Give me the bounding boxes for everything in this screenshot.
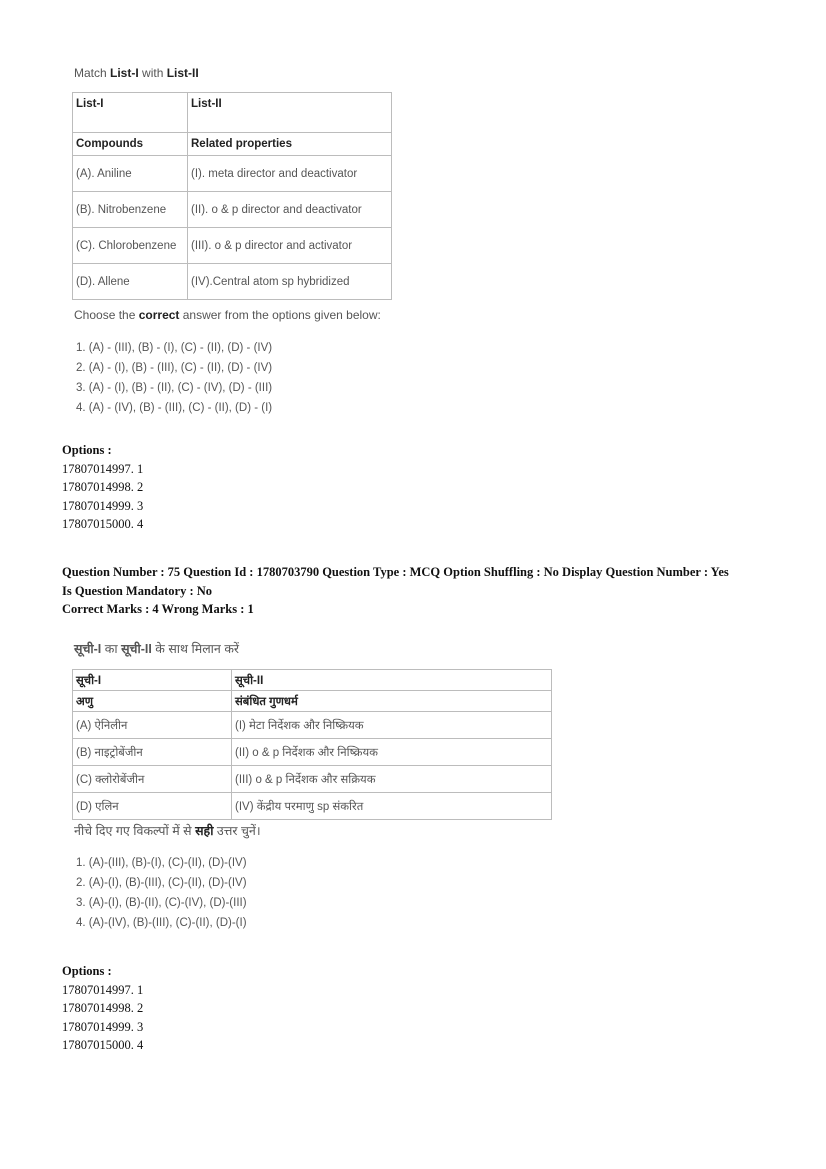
choose-instruction: नीचे दिए गए विकल्पों में से सही उत्तर चुनें।	[74, 824, 261, 838]
question-intro: Match List-I with List-II	[74, 66, 199, 80]
answer-options-list	[76, 853, 562, 933]
list-item: 1. (A)-(III), (B)-(I), (C)-(II), (D)-(IV)	[76, 857, 247, 869]
options-block	[62, 441, 143, 534]
list-item: 4. (A) - (IV), (B) - (III), (C) - (II), (D) - (I)	[76, 402, 273, 414]
answer-options-list	[76, 338, 432, 418]
table-row: (C). Chlorobenzene (III). o & p director and activator	[73, 228, 392, 264]
option-id: 17807015000. 4	[62, 517, 144, 531]
match-table	[72, 92, 392, 300]
list-item: 2. (A)-(I), (B)-(III), (C)-(II), (D)-(IV)	[76, 877, 247, 889]
option-id: 17807014998. 2	[62, 1001, 144, 1015]
table-subheader-row: अणु संबंधित गुणधर्म	[73, 691, 552, 712]
list-item: 4. (A)-(IV), (B)-(III), (C)-(II), (D)-(I)	[76, 917, 247, 929]
choose-instruction: Choose the correct answer from the options given below:	[74, 308, 381, 322]
table-row: (D). Allene (IV).Central atom sp hybridized	[73, 264, 392, 300]
question-image-hindi	[72, 640, 562, 933]
table-row: (A). Aniline (I). meta director and deactivator	[73, 156, 392, 192]
table-row: (A) ऐनिलीन (I) मेटा निर्देशक और निष्क्रियक	[73, 712, 552, 739]
list-item: 2. (A) - (I), (B) - (III), (C) - (II), (D) - (IV)	[76, 362, 273, 374]
question-intro: सूची-I का सूची-II के साथ मिलान करें	[74, 642, 240, 656]
meta-line: Correct Marks : 4 Wrong Marks : 1	[62, 602, 254, 616]
question-image-english	[72, 66, 432, 418]
option-id: 17807014999. 3	[62, 1019, 144, 1034]
option-id: 17807015000. 4	[62, 1038, 144, 1052]
options-label: Options :	[62, 964, 112, 978]
option-id: 17807014998. 2	[62, 480, 144, 494]
options-block	[62, 962, 143, 1055]
table-header-row: सूची-I सूची-II	[73, 670, 552, 691]
option-id: 17807014997. 1	[62, 982, 144, 997]
table-row: (B) नाइट्रोबेंजीन (II) o & p निर्देशक और निष्क्रियक	[73, 739, 552, 766]
table-row: (C) क्लोरोबेंजीन (III) o & p निर्देशक और सक्रियक	[73, 766, 552, 793]
match-table	[72, 669, 552, 820]
list-item: 3. (A) - (I), (B) - (II), (C) - (IV), (D) - (III)	[76, 382, 273, 394]
option-id: 17807014999. 3	[62, 498, 144, 513]
question-meta	[62, 563, 782, 619]
table-subheader-row: Compounds Related properties	[73, 133, 392, 156]
options-label: Options :	[62, 443, 112, 457]
table-header-row: List-I List-II	[73, 93, 392, 133]
list-item: 3. (A)-(I), (B)-(II), (C)-(IV), (D)-(III)	[76, 897, 247, 909]
list-item: 1. (A) - (III), (B) - (I), (C) - (II), (D) - (IV)	[76, 342, 273, 354]
option-id: 17807014997. 1	[62, 461, 144, 476]
meta-line: Is Question Mandatory : No	[62, 583, 213, 598]
meta-line: Question Number : 75 Question Id : 1780703790 Question Type : MCQ Option Shuffling : No Display Question Number : Yes	[62, 565, 729, 579]
table-row: (D) एलिन (IV) केंद्रीय परमाणु sp संकरित	[73, 793, 552, 820]
table-row: (B). Nitrobenzene (II). o & p director and deactivator	[73, 192, 392, 228]
